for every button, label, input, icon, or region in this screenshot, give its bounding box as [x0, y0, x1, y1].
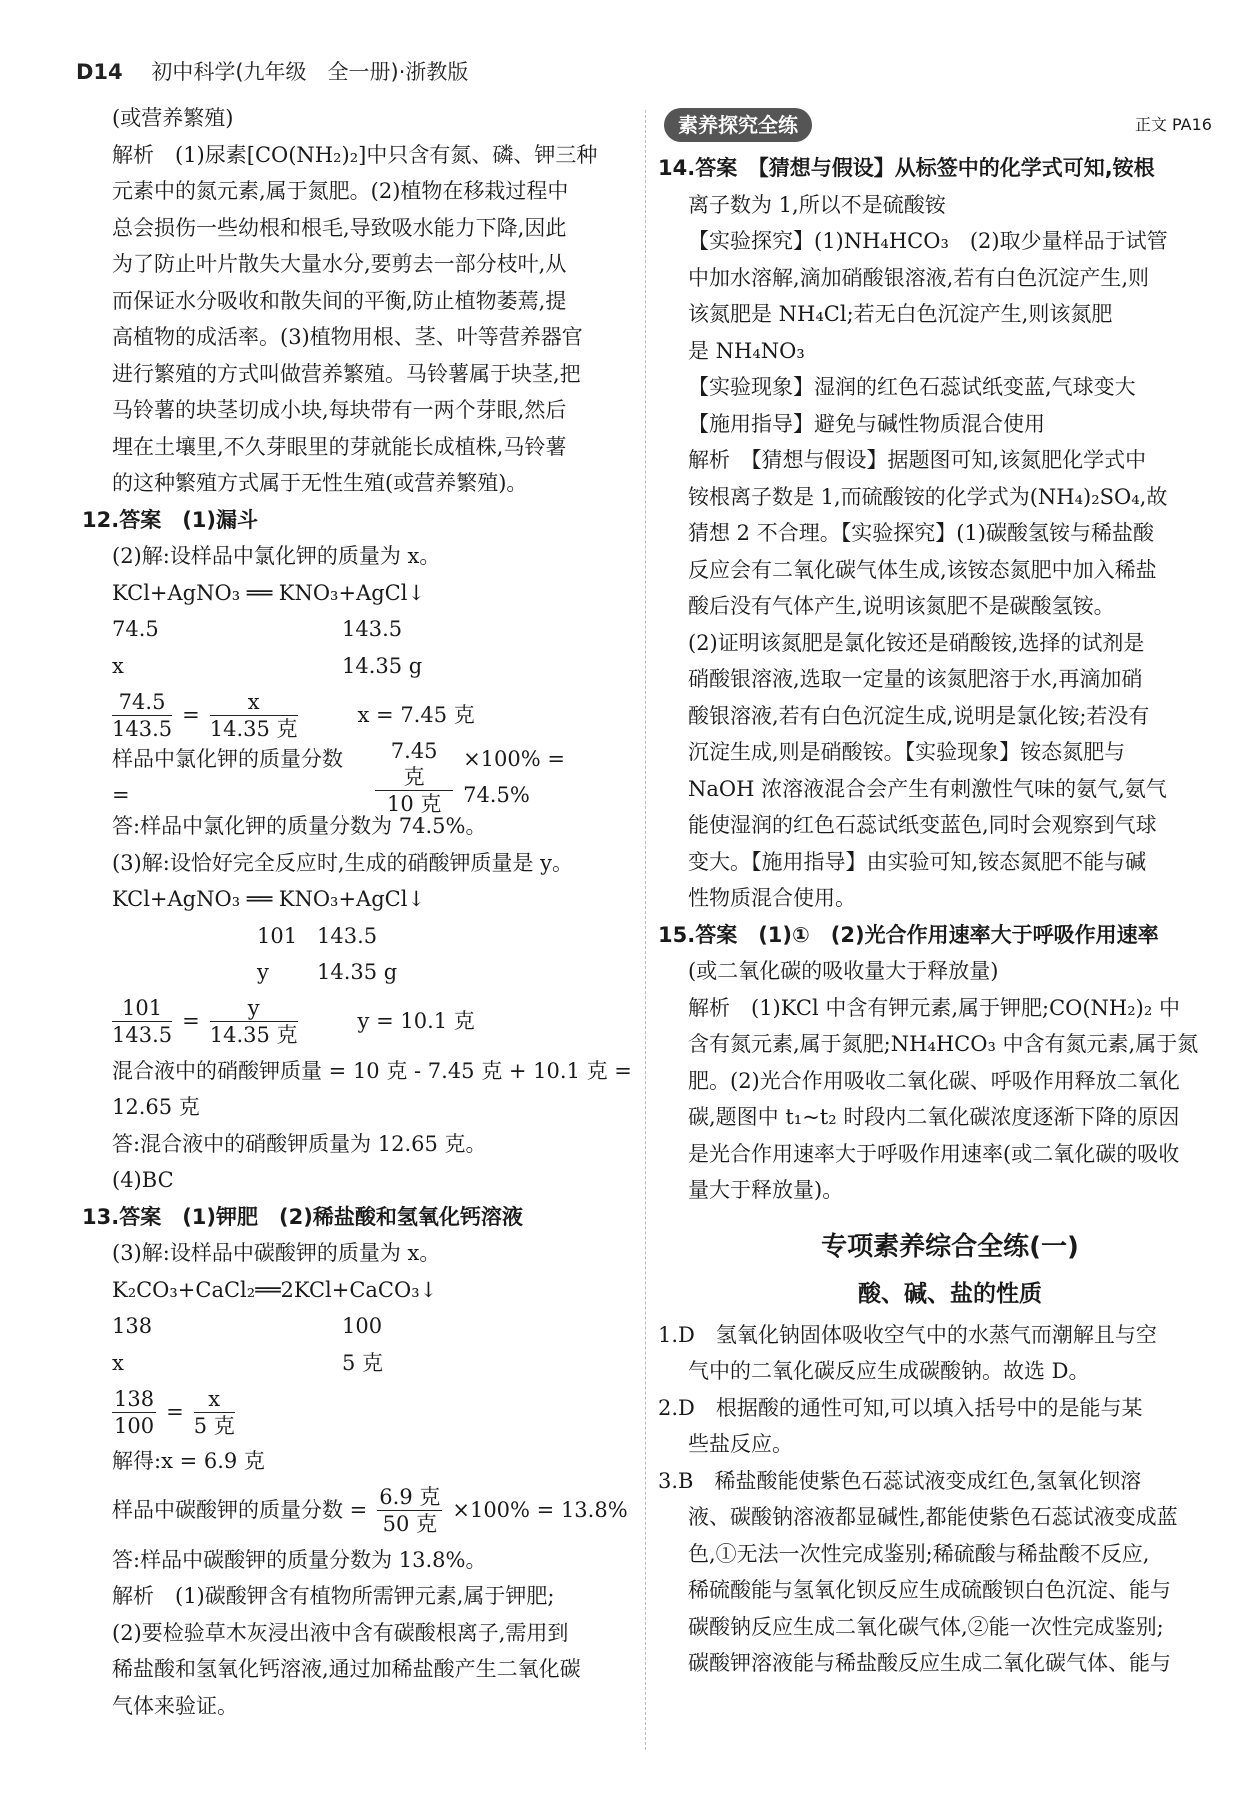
- book-title: 初中科学(九年级 全一册)·浙教版: [151, 60, 469, 84]
- text-line: 【实验现象】湿润的红色石蕊试纸变蓝,气球变大: [688, 375, 1136, 399]
- mass-value: 143.5: [317, 923, 378, 948]
- fraction: $\frac{74.5}{143.5}$: [112, 689, 173, 741]
- text-line: 稀硫酸能与氢氧化钡反应生成硫酸钡白色沉淀、能与: [688, 1578, 1171, 1602]
- right-column: [658, 100, 1212, 1682]
- fraction: $\frac{101}{143.5}$: [112, 996, 173, 1047]
- result: x = 7.45 克: [357, 702, 475, 727]
- text-line: 中加水溶解,滴加硝酸银溶液,若有白色沉淀产生,则: [688, 265, 1150, 290]
- analysis-line: 解析 (1)尿素[CO(NH₂)₂]中只含有氮、磷、钾三种: [112, 142, 598, 167]
- text-line: (或营养繁殖): [112, 106, 234, 130]
- text-line: 沉淀生成,则是硝酸铵。【实验现象】铵态氮肥与: [688, 740, 1126, 764]
- mass-value: 14.35 g: [317, 960, 398, 984]
- text-line: 碳,题图中 t₁~t₂ 时段内二氧化碳浓度逐渐下降的原因: [688, 1105, 1180, 1129]
- mass-value: 101: [257, 923, 298, 948]
- text-line: 总会损伤一些幼根和根毛,导致吸水能力下降,因此: [112, 215, 567, 240]
- mass-value: 5 克: [342, 1350, 384, 1375]
- mass-table: [112, 1308, 637, 1381]
- text-line: 埋在土壤里,不久芽眼里的芽就能长成植株,马铃薯: [112, 434, 567, 459]
- fraction: $\frac{y}{\text{14.35 克}}$: [209, 996, 298, 1047]
- text-line: 些盐反应。: [688, 1432, 793, 1456]
- page-reference: 正文 PA16: [1134, 114, 1212, 134]
- section-badge: 素养探究全练: [664, 108, 812, 142]
- mass-value: x: [112, 1350, 124, 1375]
- text-line: 酸银溶液,若有白色沉淀生成,说明是氯化铵;若没有: [688, 703, 1150, 728]
- analysis-line: 解析 【猜想与假设】据题图可知,该氮肥化学式中: [688, 448, 1147, 472]
- mass-value: 74.5: [112, 617, 159, 641]
- text-line: (4)BC: [112, 1168, 174, 1192]
- answer-3: 3.B 稀盐酸能使紫色石蕊试液变成红色,氢氧化钡溶: [658, 1468, 1142, 1493]
- text-line: 答:样品中碳酸钾的质量分数为 13.8%。: [112, 1547, 487, 1572]
- proportion: $\frac{74.5}{143.5}$ = $\frac{x}{\text{14.35 克}}$ x = 7.45 克: [112, 689, 475, 741]
- text-line: 【施用指导】避免与碱性物质混合使用: [688, 411, 1045, 436]
- answer-12: 12.答案 (1)漏斗: [82, 507, 259, 532]
- text-line: NaOH 浓溶液混合会产生有刺激性气味的氨气,氨气: [688, 776, 1167, 801]
- left-column: [82, 100, 637, 1724]
- result: y = 10.1 克: [357, 1009, 475, 1034]
- analysis-line: 解析 (1)碳酸钾含有植物所需钾元素,属于钾肥;: [112, 1584, 555, 1608]
- text-line: 肥。(2)光合作用吸收二氧化碳、呼吸作用释放二氧化: [688, 1068, 1180, 1093]
- analysis-line: 解析 (1)KCl 中含有钾元素,属于钾肥;CO(NH₂)₂ 中: [688, 995, 1180, 1020]
- equation: KCl+AgNO₃ ══ KNO₃+AgCl↓: [112, 887, 426, 911]
- text-line: (2)要检验草木灰浸出液中含有碳酸根离子,需用到: [112, 1620, 569, 1645]
- text-line: 答:样品中氯化钾的质量分数为 74.5%。: [112, 814, 487, 838]
- text-line: 硝酸银溶液,选取一定量的该氮肥溶于水,再滴加硝: [688, 667, 1143, 691]
- mass-value: 138: [112, 1314, 153, 1338]
- text-line: 进行繁殖的方式叫做营养繁殖。马铃薯属于块茎,把: [112, 361, 581, 386]
- text-line: 【实验探究】(1)NH₄HCO₃ (2)取少量样品于试管: [688, 229, 1168, 253]
- text-line: 铵根离子数是 1,而硫酸铵的化学式为(NH₄)₂SO₄,故: [688, 484, 1168, 509]
- proportion: $\frac{101}{143.5}$ = $\frac{y}{\text{14.35 克}}$ y = 10.1 克: [112, 996, 475, 1047]
- text-line: 反应会有二氧化碳气体生成,该铵态氮肥中加入稀盐: [688, 557, 1157, 582]
- mass-value: 14.35 g: [342, 653, 423, 678]
- answer-15: 15.答案 (1)① (2)光合作用速率大于呼吸作用速率: [658, 922, 1159, 947]
- text-line: 解得:x = 6.9 克: [112, 1449, 265, 1473]
- text-line: 是光合作用速率大于呼吸作用速率(或二氧化碳的吸收: [688, 1141, 1180, 1166]
- text-line: 量大于释放量)。: [688, 1178, 844, 1202]
- text-line: 高植物的成活率。(3)植物用根、茎、叶等营养器官: [112, 325, 583, 349]
- text-line: 元素中的氮元素,属于氮肥。(2)植物在移栽过程中: [112, 179, 569, 203]
- fraction: $\frac{x}{\text{5 克}}$: [193, 1386, 235, 1438]
- text-line: 马铃薯的块茎切成小块,每块带有一两个芽眼,然后: [112, 398, 567, 422]
- text-line: 猜想 2 不合理。【实验探究】(1)碳酸氢铵与稀盐酸: [688, 521, 1154, 545]
- text-line: 变大。【施用指导】由实验可知,铵态氮肥不能与碱: [688, 849, 1147, 874]
- text-line: (2)解:设样品中氯化钾的质量为 x。: [112, 544, 441, 568]
- fraction: $\frac{\text{6.9 克}}{\text{50 克}}$: [379, 1485, 441, 1536]
- equation: KCl+AgNO₃ ══ KNO₃+AgCl↓: [112, 580, 426, 605]
- text-line: 混合液中的硝酸钾质量 = 10 克 - 7.45 克 + 10.1 克 =: [112, 1058, 632, 1083]
- answer-13: 13.答案 (1)钾肥 (2)稀盐酸和氢氧化钙溶液: [82, 1204, 523, 1229]
- text-line: 液、碳酸钠溶液都显碱性,都能使紫色石蕊试液变成蓝: [688, 1505, 1178, 1529]
- mass-value: 100: [342, 1314, 383, 1338]
- text-line: 离子数为 1,所以不是硫酸铵: [688, 192, 946, 217]
- text-line: 12.65 克: [112, 1095, 200, 1119]
- mass-value: 143.5: [342, 617, 403, 641]
- page-number: D14: [76, 60, 123, 84]
- text-line: 酸后没有气体产生,说明该氮肥不是碳酸氢铵。: [688, 594, 1115, 618]
- text-line: (3)解:设样品中碳酸钾的质量为 x。: [112, 1241, 441, 1265]
- text-line: 含有氮元素,属于氮肥;NH₄HCO₃ 中含有氮元素,属于氮: [688, 1032, 1199, 1056]
- column-divider: [645, 110, 646, 1750]
- equation: K₂CO₃+CaCl₂══2KCl+CaCO₃↓: [112, 1277, 438, 1302]
- fraction: $\frac{\text{7.45 克}}{\text{10 克}}$: [375, 738, 453, 817]
- text-line: 碳酸钠反应生成二氧化碳气体,②能一次性完成鉴别;: [688, 1614, 1164, 1639]
- text-line: 的这种繁殖方式属于无性生殖(或营养繁殖)。: [112, 471, 528, 495]
- text-line: (2)证明该氮肥是氯化铵还是硝酸铵,选择的试剂是: [688, 630, 1145, 655]
- fraction: $\frac{138}{100}$: [114, 1386, 155, 1438]
- mass-table: [257, 918, 637, 991]
- section-banner: [664, 100, 1212, 150]
- percentage: 样品中氯化钾的质量分数 = $\frac{\text{7.45 克}}{\text{10 克}}$ ×100% = 74.5%: [112, 738, 565, 816]
- text-line: 是 NH₄NO₃: [688, 338, 805, 363]
- mass-table: [112, 611, 637, 684]
- text-line: 该氮肥是 NH₄Cl;若无白色沉淀产生,则该氮肥: [688, 302, 1113, 326]
- answer-14: 14.答案 【猜想与假设】从标签中的化学式可知,铵根: [658, 156, 1155, 180]
- text-line: 能使湿润的红色石蕊试纸变蓝色,同时会观察到气球: [688, 813, 1157, 837]
- section-title: 专项素养综合全练(一): [821, 1231, 1079, 1262]
- section-subtitle: 酸、碱、盐的性质: [858, 1280, 1042, 1307]
- text-line: 性物质混合使用。: [688, 886, 856, 910]
- mass-value: y: [257, 960, 269, 984]
- text-line: 为了防止叶片散失大量水分,要剪去一部分枝叶,从: [112, 252, 567, 276]
- answer-2: 2.D 根据酸的通性可知,可以填入括号中的是能与某: [658, 1395, 1143, 1420]
- text-line: 色,①无法一次性完成鉴别;稀硫酸与稀盐酸不反应,: [688, 1541, 1150, 1566]
- text-line: 气中的二氧化碳反应生成碳酸钠。故选 D。: [688, 1359, 1090, 1383]
- answer-1: 1.D 氢氧化钠固体吸收空气中的水蒸气而潮解且与空: [658, 1322, 1157, 1347]
- page-header: [76, 56, 468, 86]
- proportion: $\frac{138}{100}$ = $\frac{x}{\text{5 克}}$: [114, 1386, 235, 1438]
- text-line: 稀盐酸和氢氧化钙溶液,通过加稀盐酸产生二氧化碳: [112, 1657, 581, 1681]
- text-line: (或二氧化碳的吸收量大于释放量): [688, 959, 999, 983]
- fraction: $\frac{x}{\text{14.35 克}}$: [209, 689, 298, 741]
- text-line: 而保证水分吸收和散失间的平衡,防止植物萎蔫,提: [112, 288, 567, 313]
- text-line: 碳酸钾溶液能与稀盐酸反应生成二氧化碳气体、能与: [688, 1651, 1171, 1675]
- percentage: 样品中碳酸钾的质量分数 = $\frac{\text{6.9 克}}{\text{50 克}}$ ×100% = 13.8%: [112, 1485, 628, 1536]
- mass-value: x: [112, 653, 124, 678]
- text-line: 气体来验证。: [112, 1693, 238, 1718]
- text-line: (3)解:设恰好完全反应时,生成的硝酸钾质量是 y。: [112, 850, 574, 875]
- text-line: 答:混合液中的硝酸钾质量为 12.65 克。: [112, 1131, 487, 1156]
